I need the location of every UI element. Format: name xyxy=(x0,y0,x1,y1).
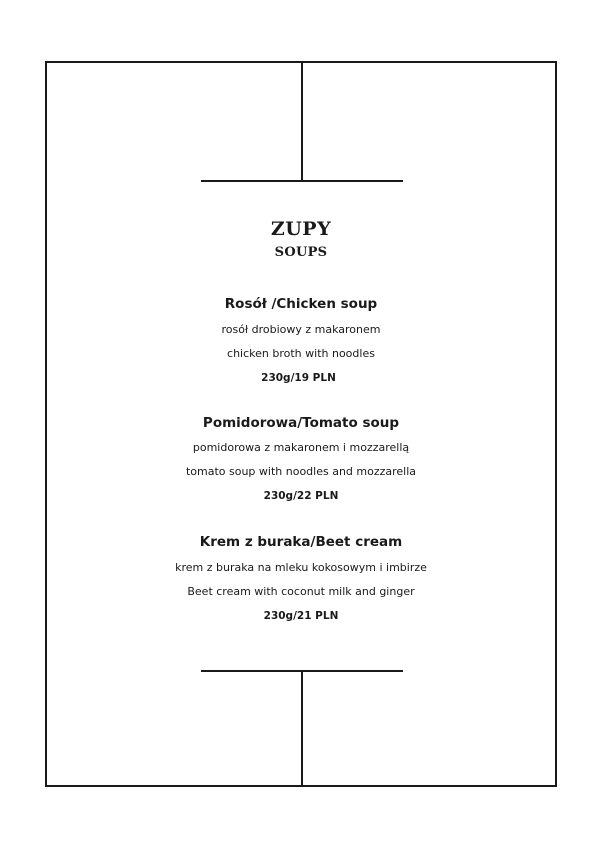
menu-item-description-en: chicken broth with noodles xyxy=(227,347,375,360)
menu-item-name: Rosół /Chicken soup xyxy=(224,296,378,312)
menu-item-name: Pomidorowa/Tomato soup xyxy=(202,415,400,431)
menu-item-description-en: tomato soup with noodles and mozzarella xyxy=(185,465,417,478)
menu-item-price: 230g/21 PLN xyxy=(263,610,339,622)
top-horizontal-divider xyxy=(201,180,403,182)
menu-item-description-pl: pomidorowa z makaronem i mozzarellą xyxy=(192,441,410,454)
top-vertical-divider xyxy=(301,61,303,181)
menu-subtitle: SOUPS xyxy=(274,245,328,260)
menu-item-description-en: Beet cream with coconut milk and ginger xyxy=(187,585,415,598)
menu-item-name: Krem z buraka/Beet cream xyxy=(199,534,403,550)
menu-title: ZUPY xyxy=(270,218,332,240)
menu-item-description-pl: rosół drobiowy z makaronem xyxy=(221,323,381,336)
bottom-vertical-divider xyxy=(301,671,303,787)
menu-item-price: 230g/19 PLN xyxy=(261,372,336,384)
menu-item-price: 230g/22 PLN xyxy=(263,490,339,502)
menu-item-description-pl: krem z buraka na mleku kokosowym i imbirze xyxy=(175,561,427,574)
